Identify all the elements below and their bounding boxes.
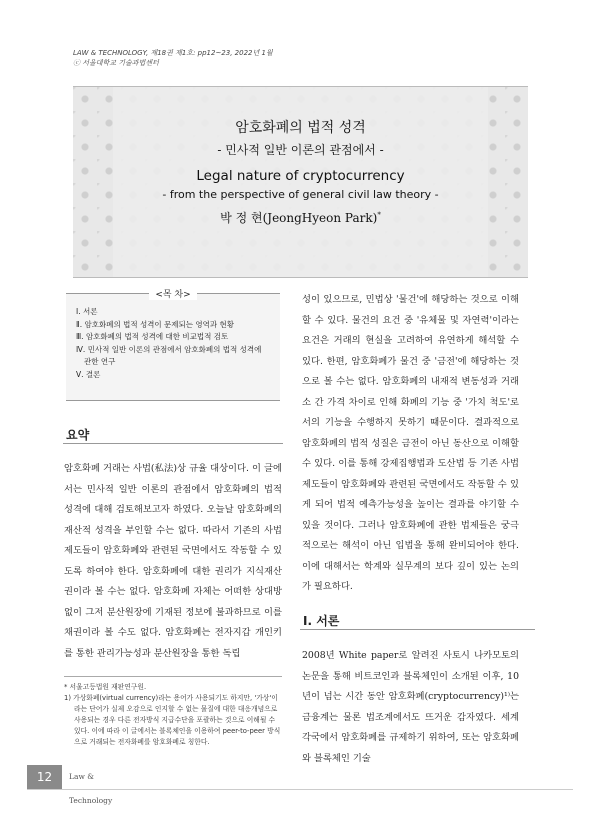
author-name: 박 정 현(JeongHyeon Park) — [220, 211, 378, 225]
author-footnote-mark: * — [377, 211, 381, 219]
journal-name: Law & Technology — [69, 772, 113, 805]
author-footnote: * 서울고등법원 재판연구원. — [64, 683, 147, 691]
table-of-contents — [66, 290, 280, 401]
summary-heading: 요약 — [66, 428, 90, 442]
footnote-1: 1) 가상화폐(virtual currency)라는 용어가 사용되기도 하지만, '가상'이라는 단어가 실제 오감으로 인지할 수 없는 물질에 대한 대응개념으로 사용되는 경우 다른 전자방식 지급수단을 포괄하는 것으로 이해될 수 있다. 이에 따라 이 글에서는 블록체인을 이용하여 peer-to-peer 방식으로 거래되는 전자화폐를 암호화폐로 칭한다. — [64, 694, 281, 746]
english-subtitle: - from the perspective of general civil law theory - — [162, 188, 439, 201]
summary-paragraph: 암호화폐 거래는 사법(私法)상 규율 대상이다. 이 글에서는 민사적 일반 이론의 관점에서 암호화폐의 법적 성격에 대해 검토해보고자 하였다. 오늘날 암호화폐의 재산적 성격을 부인할 수는 없다. 따라서 기존의 사법 제도들이 암호화폐와 관련된 국면에서도 작동할 수 있도록 하여야 한다. 암호화폐에 대한 권리가 지식재산권이라 볼 수는 없다. 암호화폐 자체는 어떠한 상대방 없이 그저 분산원장에 기재된 정보에 불과하므로 이를 채권이라 볼 수도 없다. 암호화폐는 전자지갑 개인키를 통한 관리가능성과 분산원장을 통한 독립 — [64, 463, 282, 659]
title-banner — [73, 86, 528, 278]
footer-divider — [27, 789, 573, 790]
introduction-paragraph: 2008년 White paper로 알려진 사토시 나카모토의 논문을 통해 비트코인과 블록체인이 소개된 이후, 10년이 넘는 시간 동안 암호화폐(cryptocurrency)¹⁾는 금융계는 물론 법조계에서도 뜨거운 감자였다. 세계 각국에서 암호화폐를 규제하기 위하여, 또는 암호화폐와 블록체인 기술 — [302, 650, 519, 764]
toc-item: Ⅱ. 암호화폐의 법적 성격이 문제되는 영역과 현황 — [76, 319, 235, 329]
toc-item: Ⅰ. 서론 — [76, 307, 98, 316]
introduction-heading: Ⅰ. 서론 — [303, 614, 340, 628]
title-block — [113, 87, 488, 277]
toc-item: Ⅴ. 결론 — [76, 369, 101, 379]
korean-subtitle: - 민사적 일반 이론의 관점에서 - — [217, 143, 384, 157]
toc-title: <목 차> — [149, 290, 196, 300]
journal-citation: LAW & TECHNOLOGY, 제18권 제1호: pp12~23, 2022년 1월 — [73, 49, 273, 57]
journal-header — [73, 48, 273, 68]
page-number: 12 — [27, 765, 62, 789]
toc-item: Ⅳ. 민사적 일반 이론의 관점에서 암호화폐의 법적 성격에 — [76, 344, 262, 354]
toc-item: Ⅲ. 암호화폐의 법적 성격에 대한 비교법적 검토 — [76, 332, 229, 341]
korean-title: 암호화폐의 법적 성격 — [235, 120, 366, 136]
footnotes — [64, 682, 282, 748]
english-title: Legal nature of cryptocurrency — [196, 168, 405, 184]
toc-list — [66, 294, 280, 381]
toc-item-continuation: 관한 연구 — [84, 357, 116, 366]
author-line — [113, 209, 488, 226]
copyright-line: ⓒ 서울대학교 기술과법센터 — [73, 59, 159, 67]
page-footer — [27, 765, 127, 805]
summary-paragraph-continued: 성이 있으므로, 민법상 '물건'에 해당하는 것으로 이해할 수 있다. 물건의 요건 중 '유체물 및 자연력'이라는 요건은 거래의 현실을 고려하여 유연하게 해석할 수 있다. 한편, 암호화폐가 물건 중 '금전'에 해당하는 것으로 볼 수는 없다. 암호화폐의 내재적 변동성과 거래소 간 가격 차이로 인해 화폐의 기능 중 '가치 척도'로서의 기능을 수행하지 못하기 때문이다. 결과적으로 암호화폐의 법적 성질은 금전이 아닌 동산으로 이해할 수 있다. 이를 통해 강제집행법과 도산법 등 기존 사법 제도들이 암호화폐와 관련된 국면에서도 작동할 수 있게 되어 법적 예측가능성을 높이는 결과를 야기할 수 있을 것이다. 그러나 암호화폐에 관한 법제들은 궁극적으로는 해석이 아닌 입법을 통해 완비되어야 한다. 이에 대해서는 학계와 실무계의 보다 깊이 있는 논의가 필요하다. — [302, 294, 519, 592]
